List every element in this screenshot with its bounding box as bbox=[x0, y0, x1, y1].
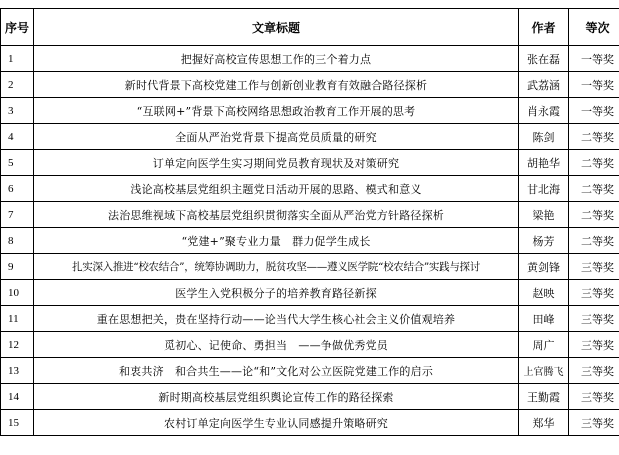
row-rank: 三等奖 bbox=[569, 384, 619, 410]
row-title: 医学生入党积极分子的培养教育路径新探 bbox=[34, 280, 519, 306]
row-rank: 二等奖 bbox=[569, 124, 619, 150]
row-title: 订单定向医学生实习期间党员教育现状及对策研究 bbox=[34, 150, 519, 176]
row-title: 浅论高校基层党组织主题党日活动开展的思路、模式和意义 bbox=[34, 176, 519, 202]
row-rank: 三等奖 bbox=[569, 254, 619, 280]
row-title: 新时期高校基层党组织舆论宣传工作的路径探索 bbox=[34, 384, 519, 410]
table-row bbox=[1, 358, 619, 384]
table-row bbox=[1, 150, 619, 176]
row-rank: 三等奖 bbox=[569, 358, 619, 384]
row-number: 7 bbox=[1, 202, 34, 228]
table-row bbox=[1, 254, 619, 280]
row-rank: 二等奖 bbox=[569, 150, 619, 176]
row-rank: 一等奖 bbox=[569, 72, 619, 98]
row-author: 张在磊 bbox=[519, 46, 569, 72]
table-row bbox=[1, 410, 619, 436]
row-rank: 一等奖 bbox=[569, 46, 619, 72]
row-author: 武荔涵 bbox=[519, 72, 569, 98]
row-rank: 一等奖 bbox=[569, 98, 619, 124]
row-number: 12 bbox=[1, 332, 34, 358]
row-title: 和衷共济 和合共生——论“和”文化对公立医院党建工作的启示 bbox=[34, 358, 519, 384]
row-author: 杨芳 bbox=[519, 228, 569, 254]
row-title: 觅初心、记使命、勇担当 ——争做优秀党员 bbox=[34, 332, 519, 358]
row-number: 10 bbox=[1, 280, 34, 306]
row-author: 周广 bbox=[519, 332, 569, 358]
row-author: 胡艳华 bbox=[519, 150, 569, 176]
row-author: 赵映 bbox=[519, 280, 569, 306]
row-number: 9 bbox=[1, 254, 34, 280]
row-title: “互联网+”背景下高校网络思想政治教育工作开展的思考 bbox=[34, 98, 519, 124]
table-row bbox=[1, 384, 619, 410]
table-row bbox=[1, 176, 619, 202]
row-number: 8 bbox=[1, 228, 34, 254]
row-rank: 二等奖 bbox=[569, 202, 619, 228]
row-title: 重在思想把关，贵在坚持行动——论当代大学生核心社会主义价值观培养 bbox=[34, 306, 519, 332]
row-number: 3 bbox=[1, 98, 34, 124]
row-number: 11 bbox=[1, 306, 34, 332]
table-row bbox=[1, 306, 619, 332]
row-author: 甘北海 bbox=[519, 176, 569, 202]
row-author: 肖永霞 bbox=[519, 98, 569, 124]
row-title: “党建+”聚专业力量 群力促学生成长 bbox=[34, 228, 519, 254]
row-title: 扎实深入推进“校农结合”，统筹协调助力，脱贫攻坚——遵义医学院“校农结合”实践与探讨 bbox=[34, 254, 519, 280]
table-row bbox=[1, 202, 619, 228]
row-author: 王勤霞 bbox=[519, 384, 569, 410]
row-number: 4 bbox=[1, 124, 34, 150]
header-number: 序号 bbox=[1, 9, 34, 46]
row-rank: 三等奖 bbox=[569, 332, 619, 358]
row-title: 法治思维视域下高校基层党组织贯彻落实全面从严治党方针路径探析 bbox=[34, 202, 519, 228]
row-author: 郑华 bbox=[519, 410, 569, 436]
row-title: 全面从严治党背景下提高党员质量的研究 bbox=[34, 124, 519, 150]
row-author: 梁艳 bbox=[519, 202, 569, 228]
header-author: 作者 bbox=[519, 9, 569, 46]
top-margin bbox=[0, 0, 619, 8]
row-number: 2 bbox=[1, 72, 34, 98]
table-row bbox=[1, 332, 619, 358]
table-row bbox=[1, 228, 619, 254]
row-rank: 二等奖 bbox=[569, 228, 619, 254]
row-author: 黄剑锋 bbox=[519, 254, 569, 280]
row-title: 把握好高校宣传思想工作的三个着力点 bbox=[34, 46, 519, 72]
table-row bbox=[1, 72, 619, 98]
table-row bbox=[1, 124, 619, 150]
row-number: 14 bbox=[1, 384, 34, 410]
header-title: 文章标题 bbox=[34, 9, 519, 46]
row-rank: 三等奖 bbox=[569, 306, 619, 332]
row-number: 15 bbox=[1, 410, 34, 436]
row-rank: 三等奖 bbox=[569, 410, 619, 436]
table-row bbox=[1, 46, 619, 72]
row-number: 13 bbox=[1, 358, 34, 384]
row-title: 新时代背景下高校党建工作与创新创业教育有效融合路径探析 bbox=[34, 72, 519, 98]
row-number: 1 bbox=[1, 46, 34, 72]
table-row bbox=[1, 98, 619, 124]
row-number: 6 bbox=[1, 176, 34, 202]
row-author: 田峰 bbox=[519, 306, 569, 332]
header-row bbox=[1, 9, 619, 46]
row-author: 上官腾飞 bbox=[519, 358, 569, 384]
table-row bbox=[1, 280, 619, 306]
row-author: 陈剑 bbox=[519, 124, 569, 150]
row-rank: 三等奖 bbox=[569, 280, 619, 306]
awards-table bbox=[0, 8, 619, 436]
row-number: 5 bbox=[1, 150, 34, 176]
header-rank: 等次 bbox=[569, 9, 619, 46]
row-title: 农村订单定向医学生专业认同感提升策略研究 bbox=[34, 410, 519, 436]
row-rank: 二等奖 bbox=[569, 176, 619, 202]
